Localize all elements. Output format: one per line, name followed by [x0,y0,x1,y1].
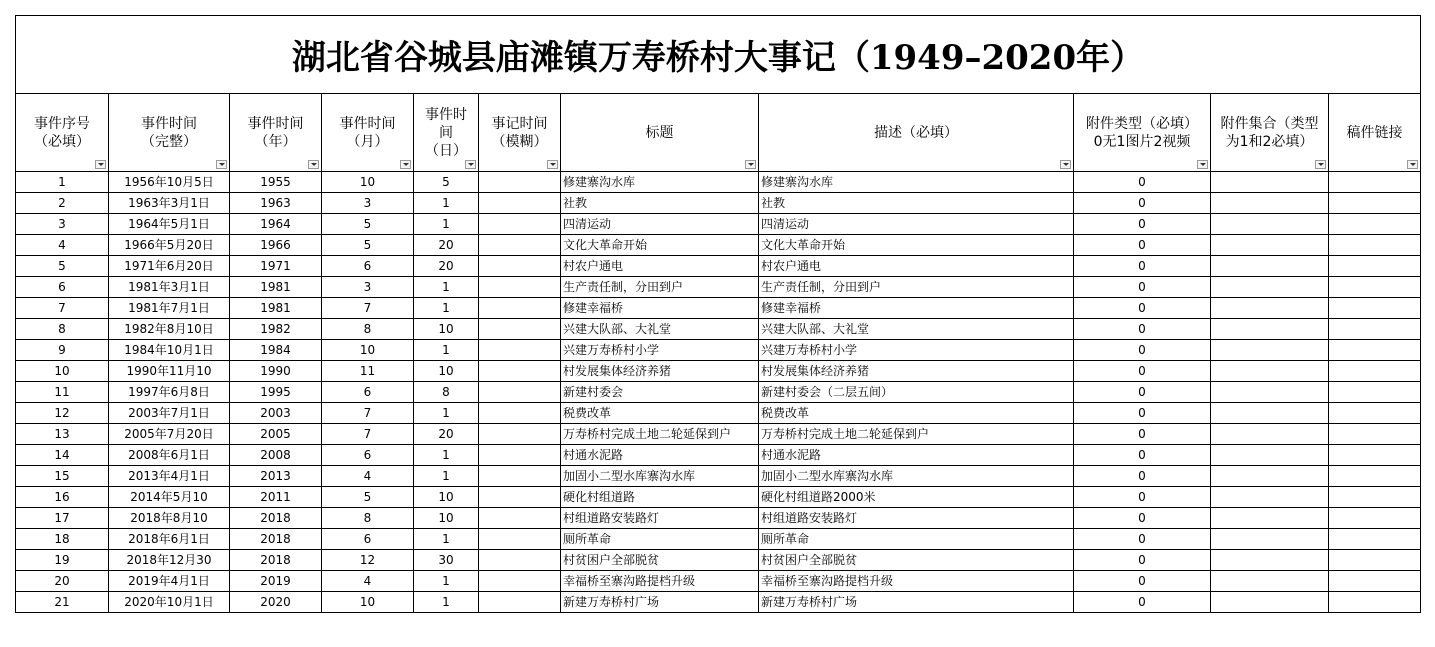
cell-time-full[interactable]: 2018年8月10 [109,508,230,529]
cell-time-year[interactable]: 1964 [230,214,322,235]
cell-time-full[interactable]: 1997年6月8日 [109,382,230,403]
cell-title[interactable]: 四清运动 [561,214,759,235]
table-row [16,424,1421,445]
cell-time-month[interactable]: 3 [322,193,414,214]
table-row [16,193,1421,214]
cell-manuscript-link[interactable] [1329,256,1421,277]
cell-seq[interactable]: 2 [16,193,109,214]
header-label: 事记时间 （模糊） [491,115,548,150]
cell-time-day[interactable]: 10 [414,361,479,382]
cell-manuscript-link[interactable] [1329,235,1421,256]
cell-attachment-set[interactable] [1211,571,1329,592]
cell-time-day[interactable]: 1 [414,592,479,613]
cell-time-full[interactable]: 2013年4月1日 [109,466,230,487]
cell-time-month[interactable]: 10 [322,340,414,361]
cell-time-year[interactable]: 1995 [230,382,322,403]
table-row [16,214,1421,235]
table-row [16,277,1421,298]
cell-attachment-set[interactable] [1211,466,1329,487]
cell-manuscript-link[interactable] [1329,382,1421,403]
cell-time-fuzzy[interactable] [479,571,561,592]
cell-time-day[interactable]: 1 [414,403,479,424]
table-row [16,529,1421,550]
cell-description[interactable]: 万寿桥村完成土地二轮延保到户 [759,424,1074,445]
cell-attachment-type[interactable]: 0 [1074,277,1211,298]
cell-description[interactable]: 修建幸福桥 [759,298,1074,319]
cell-time-full[interactable]: 2005年7月20日 [109,424,230,445]
cell-time-year[interactable]: 1990 [230,361,322,382]
cell-description[interactable]: 村农户通电 [759,256,1074,277]
table-row [16,571,1421,592]
cell-manuscript-link[interactable] [1329,550,1421,571]
cell-manuscript-link[interactable] [1329,487,1421,508]
header-label: 附件集合（类型 为1和2必填） [1220,115,1319,150]
cell-title[interactable]: 村农户通电 [561,256,759,277]
cell-seq[interactable]: 12 [16,403,109,424]
cell-time-fuzzy[interactable] [479,172,561,193]
cell-attachment-type[interactable]: 0 [1074,571,1211,592]
filter-dropdown-icon[interactable] [216,160,227,169]
cell-manuscript-link[interactable] [1329,508,1421,529]
cell-attachment-type[interactable]: 0 [1074,487,1211,508]
header-time-year [230,94,322,172]
cell-time-fuzzy[interactable] [479,424,561,445]
cell-time-fuzzy[interactable] [479,193,561,214]
header-label: 事件时间 （年） [247,115,304,150]
header-label: 事件序号 （必填） [34,115,90,150]
cell-attachment-type[interactable]: 0 [1074,550,1211,571]
cell-time-month[interactable]: 5 [322,487,414,508]
cell-time-fuzzy[interactable] [479,529,561,550]
cell-time-year[interactable]: 1981 [230,298,322,319]
cell-attachment-set[interactable] [1211,256,1329,277]
cell-time-year[interactable]: 1982 [230,319,322,340]
cell-seq[interactable]: 20 [16,571,109,592]
header-label: 附件类型（必填） 0无1图片2视频 [1086,115,1198,150]
filter-dropdown-icon[interactable] [745,160,756,169]
cell-description[interactable]: 村贫困户全部脱贫 [759,550,1074,571]
header-label: 事件时间 （月） [339,115,396,150]
table-row [16,382,1421,403]
cell-time-fuzzy[interactable] [479,277,561,298]
cell-time-year[interactable]: 1955 [230,172,322,193]
filter-dropdown-icon[interactable] [1407,160,1418,169]
header-label: 事件时 间 （日） [425,106,467,159]
cell-time-day[interactable]: 10 [414,487,479,508]
cell-time-month[interactable]: 3 [322,277,414,298]
cell-time-full[interactable]: 2018年6月1日 [109,529,230,550]
cell-description[interactable]: 文化大革命开始 [759,235,1074,256]
cell-seq[interactable]: 10 [16,361,109,382]
cell-attachment-type[interactable]: 0 [1074,256,1211,277]
cell-title[interactable]: 新建村委会 [561,382,759,403]
cell-attachment-type[interactable]: 0 [1074,424,1211,445]
cell-time-month[interactable]: 6 [322,529,414,550]
cell-seq[interactable]: 21 [16,592,109,613]
cell-time-month[interactable]: 10 [322,172,414,193]
cell-time-year[interactable]: 2011 [230,487,322,508]
cell-attachment-type[interactable]: 0 [1074,382,1211,403]
cell-attachment-type[interactable]: 0 [1074,214,1211,235]
cell-time-day[interactable]: 8 [414,382,479,403]
cell-time-year[interactable]: 1963 [230,193,322,214]
cell-time-full[interactable]: 1971年6月20日 [109,256,230,277]
cell-attachment-set[interactable] [1211,529,1329,550]
cell-time-day[interactable]: 1 [414,571,479,592]
cell-time-day[interactable]: 20 [414,235,479,256]
cell-title[interactable]: 万寿桥村完成土地二轮延保到户 [561,424,759,445]
cell-time-fuzzy[interactable] [479,550,561,571]
cell-time-month[interactable]: 11 [322,361,414,382]
cell-manuscript-link[interactable] [1329,277,1421,298]
cell-time-month[interactable]: 6 [322,382,414,403]
cell-time-fuzzy[interactable] [479,466,561,487]
cell-time-year[interactable]: 2018 [230,508,322,529]
cell-time-fuzzy[interactable] [479,235,561,256]
table-row [16,361,1421,382]
cell-attachment-set[interactable] [1211,277,1329,298]
cell-attachment-type[interactable]: 0 [1074,235,1211,256]
cell-manuscript-link[interactable] [1329,214,1421,235]
cell-attachment-set[interactable] [1211,193,1329,214]
cell-attachment-set[interactable] [1211,235,1329,256]
cell-time-year[interactable]: 2019 [230,571,322,592]
cell-time-month[interactable]: 7 [322,424,414,445]
cell-time-fuzzy[interactable] [479,508,561,529]
cell-time-day[interactable]: 1 [414,340,479,361]
header-time-full [109,94,230,172]
cell-time-year[interactable]: 1966 [230,235,322,256]
cell-time-year[interactable]: 2018 [230,529,322,550]
cell-time-fuzzy[interactable] [479,256,561,277]
cell-title[interactable]: 生产责任制，分田到户 [561,277,759,298]
cell-time-day[interactable]: 30 [414,550,479,571]
cell-time-full[interactable]: 1981年3月1日 [109,277,230,298]
cell-title[interactable]: 新建万寿桥村广场 [561,592,759,613]
cell-attachment-set[interactable] [1211,424,1329,445]
cell-time-full[interactable]: 1981年7月1日 [109,298,230,319]
filter-dropdown-icon[interactable] [95,160,106,169]
filter-dropdown-icon[interactable] [400,160,411,169]
cell-time-year[interactable]: 2018 [230,550,322,571]
cell-title[interactable]: 修建幸福桥 [561,298,759,319]
cell-attachment-set[interactable] [1211,445,1329,466]
cell-title[interactable]: 兴建大队部、大礼堂 [561,319,759,340]
header-label: 稿件链接 [1346,124,1403,141]
cell-time-month[interactable]: 12 [322,550,414,571]
cell-time-year[interactable]: 1971 [230,256,322,277]
cell-time-full[interactable]: 2014年5月10 [109,487,230,508]
header-manuscript-link [1329,94,1421,172]
cell-manuscript-link[interactable] [1329,592,1421,613]
header-label: 事件时间 （完整） [141,115,197,150]
cell-time-day[interactable]: 1 [414,277,479,298]
cell-manuscript-link[interactable] [1329,172,1421,193]
cell-time-fuzzy[interactable] [479,214,561,235]
cell-seq[interactable]: 14 [16,445,109,466]
cell-time-full[interactable]: 1964年5月1日 [109,214,230,235]
cell-manuscript-link[interactable] [1329,466,1421,487]
cell-time-month[interactable]: 6 [322,445,414,466]
cell-time-fuzzy[interactable] [479,361,561,382]
filter-dropdown-icon[interactable] [547,160,558,169]
cell-time-year[interactable]: 2008 [230,445,322,466]
cell-time-fuzzy[interactable] [479,319,561,340]
cell-manuscript-link[interactable] [1329,298,1421,319]
table-row [16,550,1421,571]
cell-seq[interactable]: 16 [16,487,109,508]
cell-attachment-type[interactable]: 0 [1074,466,1211,487]
cell-time-fuzzy[interactable] [479,592,561,613]
cell-description[interactable]: 新建万寿桥村广场 [759,592,1074,613]
cell-seq[interactable]: 3 [16,214,109,235]
cell-title[interactable]: 硬化村组道路 [561,487,759,508]
cell-description[interactable]: 四清运动 [759,214,1074,235]
sheet-title: 湖北省谷城县庙滩镇万寿桥村大事记（1949–2020年） [16,16,1421,94]
cell-seq[interactable]: 8 [16,319,109,340]
filter-dropdown-icon[interactable] [465,160,476,169]
cell-time-full[interactable]: 2008年6月1日 [109,445,230,466]
cell-time-day[interactable]: 1 [414,298,479,319]
cell-time-full[interactable]: 1966年5月20日 [109,235,230,256]
cell-attachment-type[interactable]: 0 [1074,340,1211,361]
cell-attachment-set[interactable] [1211,361,1329,382]
cell-manuscript-link[interactable] [1329,319,1421,340]
table-row [16,340,1421,361]
cell-time-full[interactable]: 1990年11月10 [109,361,230,382]
cell-time-full[interactable]: 2018年12月30 [109,550,230,571]
table-row [16,298,1421,319]
cell-time-fuzzy[interactable] [479,340,561,361]
cell-manuscript-link[interactable] [1329,193,1421,214]
cell-time-month[interactable]: 4 [322,571,414,592]
cell-description[interactable]: 兴建万寿桥村小学 [759,340,1074,361]
cell-manuscript-link[interactable] [1329,529,1421,550]
cell-seq[interactable]: 1 [16,172,109,193]
cell-attachment-set[interactable] [1211,382,1329,403]
cell-time-day[interactable]: 1 [414,529,479,550]
cell-time-fuzzy[interactable] [479,403,561,424]
header-seq [16,94,109,172]
cell-time-day[interactable]: 20 [414,424,479,445]
cell-manuscript-link[interactable] [1329,445,1421,466]
cell-time-year[interactable]: 2020 [230,592,322,613]
cell-time-month[interactable]: 7 [322,403,414,424]
cell-time-month[interactable]: 4 [322,466,414,487]
cell-attachment-set[interactable] [1211,340,1329,361]
header-attachment-type [1074,94,1211,172]
cell-attachment-set[interactable] [1211,298,1329,319]
cell-attachment-type[interactable]: 0 [1074,172,1211,193]
header-time-month [322,94,414,172]
cell-title[interactable]: 兴建万寿桥村小学 [561,340,759,361]
cell-seq[interactable]: 17 [16,508,109,529]
cell-time-month[interactable]: 6 [322,256,414,277]
cell-time-fuzzy[interactable] [479,298,561,319]
cell-time-year[interactable]: 2013 [230,466,322,487]
table-row [16,235,1421,256]
cell-seq[interactable]: 15 [16,466,109,487]
filter-dropdown-icon[interactable] [1315,160,1326,169]
filter-dropdown-icon[interactable] [308,160,319,169]
cell-time-month[interactable]: 7 [322,298,414,319]
cell-title[interactable]: 厕所革命 [561,529,759,550]
header-label: 标题 [645,124,674,141]
cell-time-month[interactable]: 5 [322,214,414,235]
cell-description[interactable]: 新建村委会（二层五间） [759,382,1074,403]
cell-time-day[interactable]: 10 [414,508,479,529]
cell-manuscript-link[interactable] [1329,403,1421,424]
cell-seq[interactable]: 13 [16,424,109,445]
cell-seq[interactable]: 4 [16,235,109,256]
cell-time-day[interactable]: 1 [414,466,479,487]
header-attachment-set [1211,94,1329,172]
filter-dropdown-icon[interactable] [1060,160,1071,169]
header-time-fuzzy [479,94,561,172]
chronicle-table [15,15,1421,613]
header-title [561,94,759,172]
cell-attachment-type[interactable]: 0 [1074,193,1211,214]
table-row [16,592,1421,613]
cell-attachment-set[interactable] [1211,487,1329,508]
cell-attachment-type[interactable]: 0 [1074,361,1211,382]
cell-time-month[interactable]: 5 [322,235,414,256]
cell-seq[interactable]: 7 [16,298,109,319]
table-row [16,403,1421,424]
cell-time-day[interactable]: 1 [414,214,479,235]
cell-attachment-type[interactable]: 0 [1074,529,1211,550]
cell-time-fuzzy[interactable] [479,382,561,403]
cell-time-day[interactable]: 10 [414,319,479,340]
table-row [16,487,1421,508]
cell-attachment-set[interactable] [1211,550,1329,571]
header-description [759,94,1074,172]
cell-time-year[interactable]: 1984 [230,340,322,361]
cell-description[interactable]: 村通水泥路 [759,445,1074,466]
cell-description[interactable]: 生产责任制，分田到户 [759,277,1074,298]
cell-attachment-type[interactable]: 0 [1074,319,1211,340]
cell-title[interactable]: 村组道路安装路灯 [561,508,759,529]
cell-time-month[interactable]: 8 [322,508,414,529]
cell-time-month[interactable]: 10 [322,592,414,613]
cell-seq[interactable]: 11 [16,382,109,403]
cell-description[interactable]: 厕所革命 [759,529,1074,550]
table-row [16,508,1421,529]
cell-description[interactable]: 兴建大队部、大礼堂 [759,319,1074,340]
cell-time-year[interactable]: 1981 [230,277,322,298]
cell-time-full[interactable]: 1963年3月1日 [109,193,230,214]
cell-seq[interactable]: 19 [16,550,109,571]
cell-attachment-type[interactable]: 0 [1074,403,1211,424]
table-row [16,445,1421,466]
header-label: 描述（必填） [874,124,958,141]
cell-title[interactable]: 修建寨沟水库 [561,172,759,193]
header-time-day [414,94,479,172]
cell-attachment-set[interactable] [1211,592,1329,613]
cell-manuscript-link[interactable] [1329,571,1421,592]
cell-description[interactable]: 加固小二型水库寨沟水库 [759,466,1074,487]
cell-seq[interactable]: 6 [16,277,109,298]
cell-attachment-set[interactable] [1211,319,1329,340]
cell-title[interactable]: 村发展集体经济养猪 [561,361,759,382]
cell-time-day[interactable]: 20 [414,256,479,277]
cell-time-full[interactable]: 1956年10月5日 [109,172,230,193]
cell-title[interactable]: 加固小二型水库寨沟水库 [561,466,759,487]
cell-description[interactable]: 幸福桥至寨沟路提档升级 [759,571,1074,592]
cell-attachment-set[interactable] [1211,172,1329,193]
cell-time-day[interactable]: 5 [414,172,479,193]
cell-attachment-type[interactable]: 0 [1074,592,1211,613]
table-row [16,172,1421,193]
cell-attachment-set[interactable] [1211,214,1329,235]
cell-description[interactable]: 税费改革 [759,403,1074,424]
cell-description[interactable]: 修建寨沟水库 [759,172,1074,193]
cell-description[interactable]: 社教 [759,193,1074,214]
cell-title[interactable]: 社教 [561,193,759,214]
cell-attachment-type[interactable]: 0 [1074,445,1211,466]
cell-time-day[interactable]: 1 [414,445,479,466]
table-row [16,256,1421,277]
cell-description[interactable]: 村发展集体经济养猪 [759,361,1074,382]
cell-time-fuzzy[interactable] [479,445,561,466]
table-row [16,319,1421,340]
cell-time-full[interactable]: 1982年8月10日 [109,319,230,340]
cell-title[interactable]: 村贫困户全部脱贫 [561,550,759,571]
cell-manuscript-link[interactable] [1329,361,1421,382]
cell-title[interactable]: 村通水泥路 [561,445,759,466]
cell-title[interactable]: 幸福桥至寨沟路提档升级 [561,571,759,592]
cell-time-year[interactable]: 2003 [230,403,322,424]
filter-dropdown-icon[interactable] [1197,160,1208,169]
cell-attachment-set[interactable] [1211,403,1329,424]
cell-manuscript-link[interactable] [1329,340,1421,361]
cell-time-full[interactable]: 2019年4月1日 [109,571,230,592]
cell-attachment-set[interactable] [1211,508,1329,529]
cell-attachment-type[interactable]: 0 [1074,508,1211,529]
cell-description[interactable]: 硬化村组道路2000米 [759,487,1074,508]
cell-time-full[interactable]: 2003年7月1日 [109,403,230,424]
cell-time-fuzzy[interactable] [479,487,561,508]
cell-time-full[interactable]: 2020年10月1日 [109,592,230,613]
header-row [16,94,1421,172]
cell-title[interactable]: 文化大革命开始 [561,235,759,256]
cell-seq[interactable]: 18 [16,529,109,550]
cell-time-full[interactable]: 1984年10月1日 [109,340,230,361]
cell-time-year[interactable]: 2005 [230,424,322,445]
cell-time-month[interactable]: 8 [322,319,414,340]
cell-seq[interactable]: 5 [16,256,109,277]
table-row [16,466,1421,487]
cell-title[interactable]: 税费改革 [561,403,759,424]
cell-description[interactable]: 村组道路安装路灯 [759,508,1074,529]
cell-seq[interactable]: 9 [16,340,109,361]
cell-attachment-type[interactable]: 0 [1074,298,1211,319]
cell-manuscript-link[interactable] [1329,424,1421,445]
cell-time-day[interactable]: 1 [414,193,479,214]
